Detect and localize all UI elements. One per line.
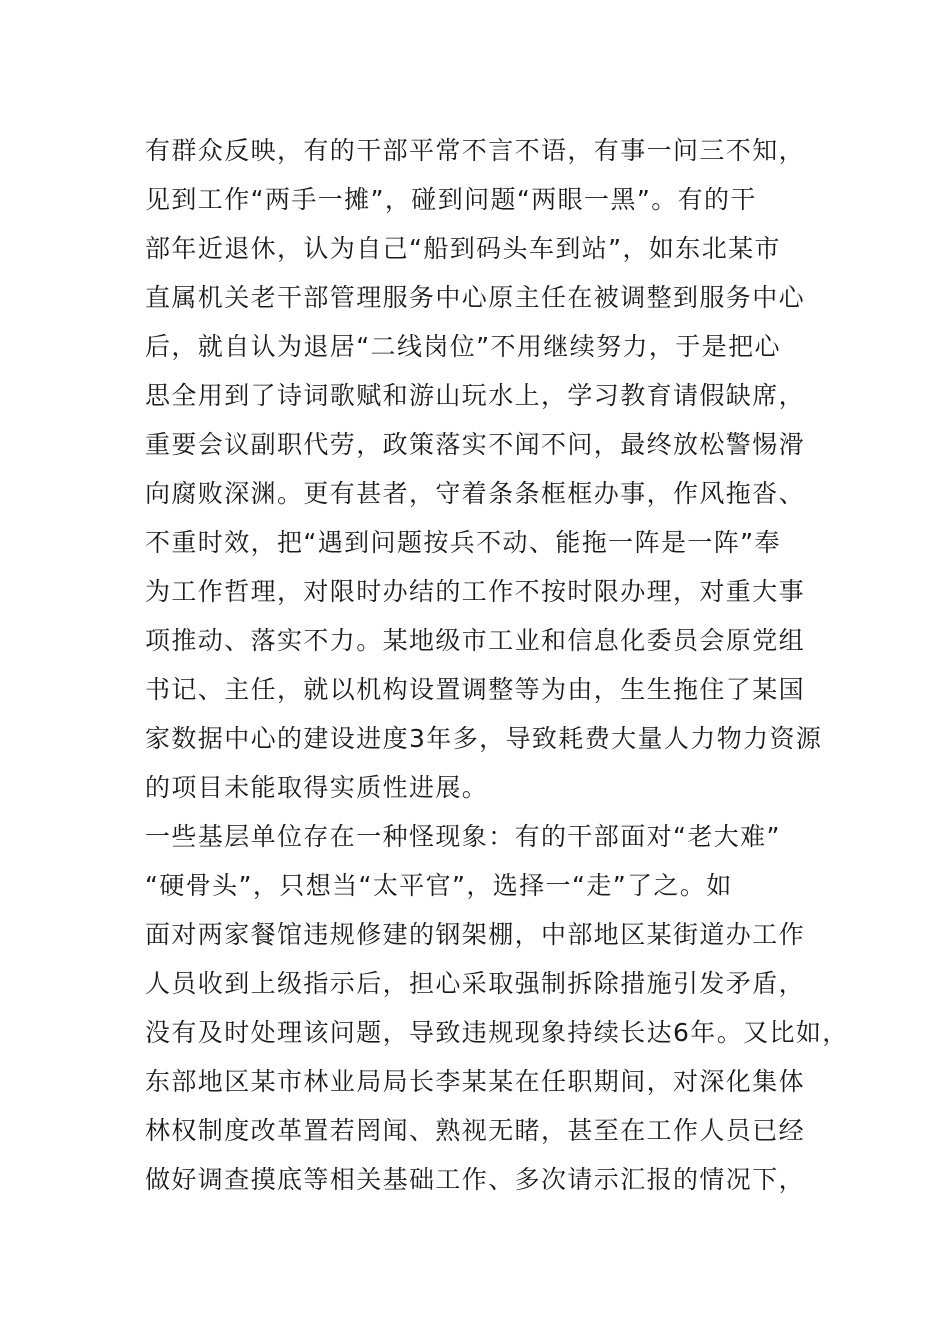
text-line: 面对两家餐馆违规修建的钢架棚，中部地区某街道办工作 — [145, 920, 806, 949]
text-line: “硬骨头”，只想当“太平官”，选择一“走”了之。如 — [145, 871, 733, 900]
text-line: 林权制度改革置若罔闻、熟视无睹，甚至在工作人员已经 — [145, 1116, 806, 1145]
text-line: 的项目未能取得实质性进展。 — [145, 773, 489, 802]
text-line: 做好调查摸底等相关基础工作、多次请示汇报的情况下， — [145, 1165, 806, 1194]
text-line: 直属机关老干部管理服务中心原主任在被调整到服务中心 — [145, 283, 806, 312]
text-line: 家数据中心的建设进度3年多，导致耗费大量人力物力资源 — [145, 724, 823, 753]
text-line: 见到工作“两手一摊”，碰到问题“两眼一黑”。有的干 — [145, 185, 757, 214]
text-line: 为工作哲理，对限时办结的工作不按时限办理，对重大事 — [145, 577, 806, 606]
text-line: 东部地区某市林业局局长李某某在任职期间，对深化集体 — [145, 1067, 806, 1096]
text-line: 向腐败深渊。更有甚者，守着条条框框办事，作风拖沓、 — [145, 479, 806, 508]
body-text — [145, 126, 849, 1204]
text-line: 不重时效，把“遇到问题按兵不动、能拖一阵是一阵”奉 — [145, 528, 781, 557]
text-line: 后，就自认为退居“二线岗位”不用继续努力，于是把心 — [145, 332, 781, 361]
text-line: 项推动、落实不力。某地级市工业和信息化委员会原党组 — [145, 626, 806, 655]
text-line: 书记、主任，就以机构设置调整等为由，生生拖住了某国 — [145, 675, 806, 704]
text-line: 一些基层单位存在一种怪现象：有的干部面对“老大难” — [145, 822, 781, 851]
text-line: 部年近退休，认为自己“船到码头车到站”，如东北某市 — [145, 234, 781, 263]
text-line: 人员收到上级指示后，担心采取强制拆除措施引发矛盾， — [145, 969, 806, 998]
paragraph — [145, 812, 849, 1204]
text-line: 重要会议副职代劳，政策落实不闻不问，最终放松警惕滑 — [145, 430, 806, 459]
paragraph — [145, 126, 835, 812]
text-line: 思全用到了诗词歌赋和游山玩水上，学习教育请假缺席， — [145, 381, 806, 410]
text-line: 有群众反映，有的干部平常不言不语，有事一问三不知， — [145, 136, 806, 165]
text-line: 没有及时处理该问题，导致违规现象持续长达6年。又比如， — [145, 1018, 849, 1047]
